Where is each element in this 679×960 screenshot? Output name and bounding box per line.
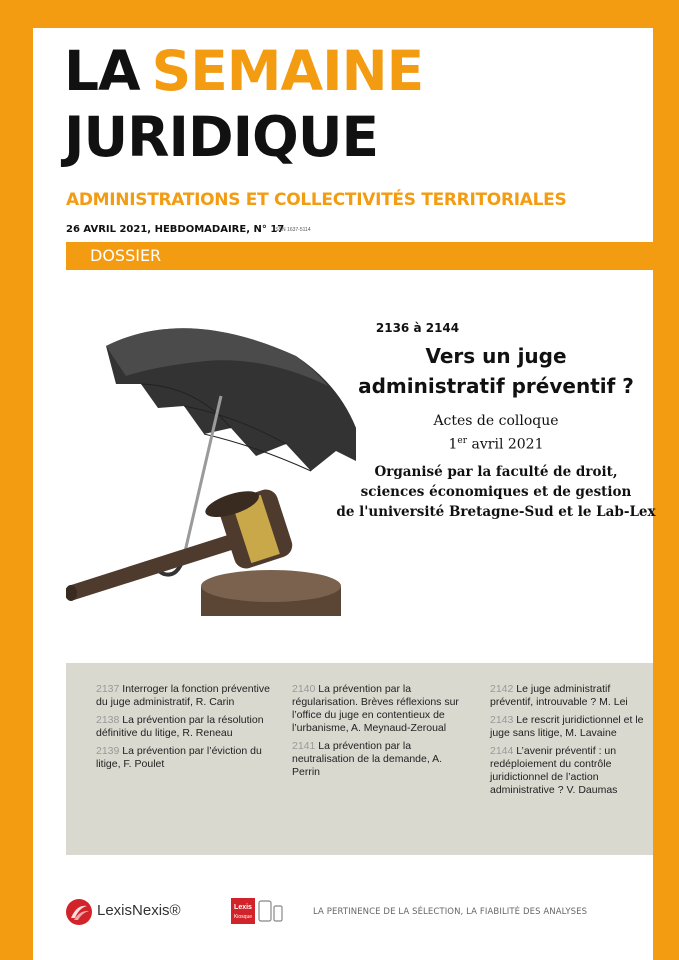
lexisnexis-logo-icon — [65, 898, 93, 926]
toc-column-1 — [96, 683, 271, 776]
publisher-name: LexisNexis® — [97, 902, 181, 919]
organizer-text — [296, 462, 679, 522]
tagline: LA PERTINENCE DE LA SÉLECTION, LA FIABILITÉ DES ANALYSES — [313, 907, 588, 917]
toc-entry[interactable] — [490, 714, 645, 740]
toc-text: La prévention par la résolution définitive du litige, R. Reneau — [96, 714, 264, 739]
issn: ISSN 1637-5114 — [274, 227, 311, 233]
issue-info: 26 AVRIL 2021, HEBDOMADAIRE, N° 17 — [66, 224, 285, 235]
toc-number: 2137 — [96, 683, 120, 695]
organizer-line3: de l'université Bretagne-Sud et le Lab-Lex — [336, 504, 656, 520]
toc-entry[interactable] — [292, 683, 462, 735]
article-range: 2136 à 2144 — [375, 321, 460, 335]
toc-text: La prévention par la régularisation. Brèves réflexions sur l’office du juge en contentieux de l’urbanisme, A. Meynaud-Zeroual — [292, 683, 459, 734]
toc-number: 2143 — [490, 714, 514, 726]
section-bar — [66, 242, 653, 270]
toc-number: 2138 — [96, 714, 120, 726]
toc-text: Le rescrit juridictionnel et le juge sans litige, M. Lavaine — [490, 714, 644, 739]
masthead-title — [64, 38, 423, 104]
toc-number: 2144 — [490, 745, 514, 757]
toc-entry[interactable] — [96, 683, 271, 709]
cover-footer — [33, 880, 653, 960]
toc-entry[interactable] — [96, 714, 271, 740]
section-label: DOSSIER — [90, 246, 162, 265]
date-ordinal: er — [457, 436, 468, 446]
title-semaine: SEMAINE — [151, 39, 424, 103]
organizer-line1: Organisé par la faculté de droit, — [374, 464, 618, 480]
toc-text: Interroger la fonction préventive du juge administratif, R. Carin — [96, 683, 270, 708]
dossier-title-line1: Vers un juge — [425, 344, 567, 368]
colloque-date — [296, 436, 679, 453]
toc-entry[interactable] — [96, 745, 271, 771]
date-rest: avril 2021 — [467, 436, 544, 453]
date-day: 1 — [448, 436, 458, 453]
toc-entry[interactable] — [490, 745, 645, 797]
kiosque-top-text: Lexis — [234, 904, 252, 911]
toc-entry[interactable] — [292, 740, 462, 779]
dossier-title-line2: administratif préventif ? — [358, 374, 634, 398]
toc-number: 2140 — [292, 683, 316, 695]
toc-text: L’avenir préventif : un redéploiement du contrôle juridictionnel de l’action administrative ? V. Daumas — [490, 745, 618, 796]
kiosque-bottom-text: Kiosque — [233, 914, 253, 920]
dossier-title — [296, 341, 679, 401]
toc-number: 2141 — [292, 740, 316, 752]
toc-text: Le juge administratif préventif, introuvable ? M. Lei — [490, 683, 628, 708]
table-of-contents — [66, 663, 653, 855]
toc-entry[interactable] — [490, 683, 645, 709]
title-la: LA — [64, 39, 140, 103]
toc-number: 2142 — [490, 683, 514, 695]
colloque-label: Actes de colloque — [433, 413, 559, 429]
toc-column-3 — [490, 683, 645, 802]
toc-text: La prévention par l’éviction du litige, F. Poulet — [96, 745, 262, 770]
feature-area — [66, 276, 656, 662]
toc-column-2 — [292, 683, 462, 784]
toc-text: La prévention par la neutralisation de la demande, A. Perrin — [292, 740, 443, 778]
organizer-line2: sciences économiques et de gestion — [360, 484, 632, 500]
lexis-kiosque-icon — [231, 898, 283, 924]
edition-subtitle: ADMINISTRATIONS ET COLLECTIVITÉS TERRITORIALES — [66, 190, 567, 210]
toc-number: 2139 — [96, 745, 120, 757]
title-juridique: JURIDIQUE — [64, 105, 379, 169]
